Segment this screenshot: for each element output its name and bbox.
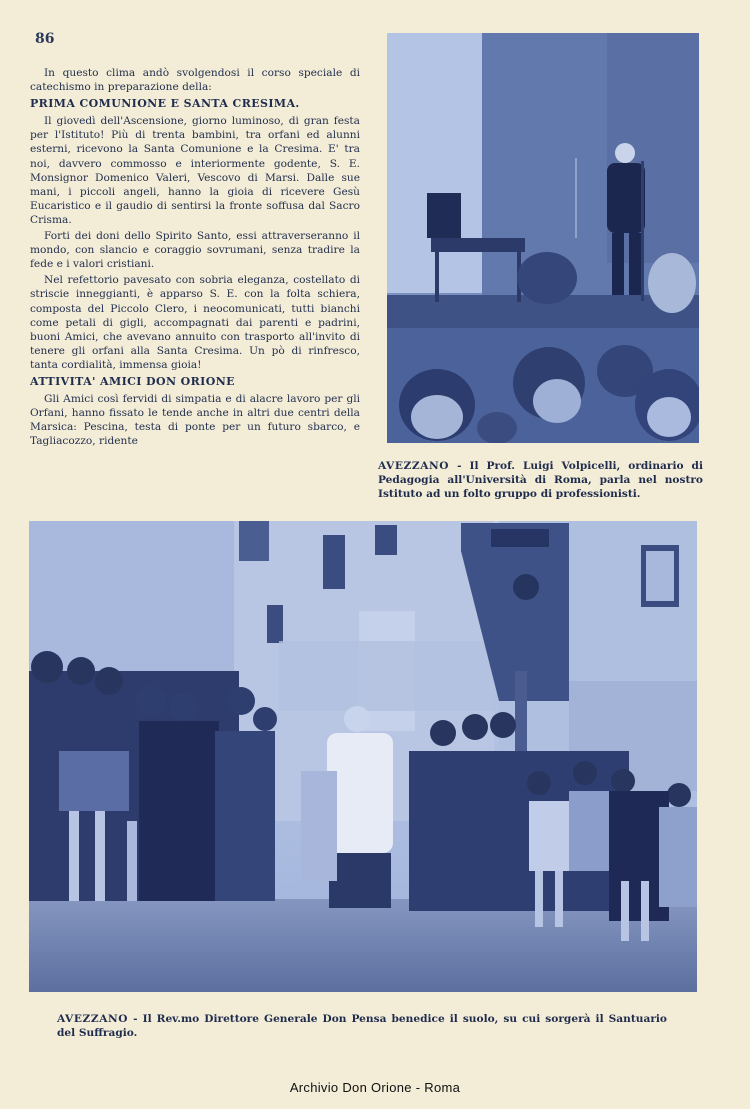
speaker-photo-image <box>387 33 699 443</box>
article-paragraph: Forti dei doni dello Spirito Santo, essi attraverseranno il mondo, con slancio e coraggio sovrumani, senza tradire la fede e i valori cristiani. <box>30 230 360 271</box>
section-heading-amici-don-orione: ATTIVITA' AMICI DON ORIONE <box>30 374 235 388</box>
caption-place: AVEZZANO <box>378 460 450 472</box>
article-paragraph: Gli Amici così fervidi di simpatia e di alacre lavoro per gli Orfani, hanno fissato le tende anche in altri due centri della Marsica: Pescina, testa di ponte per un futuro sbarco, e Tagliacozzo, ridente <box>30 393 360 448</box>
article-column <box>30 66 360 450</box>
speaker-photo <box>387 33 699 443</box>
article-paragraph: Nel refettorio pavesato con sobria eleganza, costellato di striscie inneggianti, è apparso S. E. con la folta schiera, composta del Piccolo Clero, i neocomunicati, tutti bianchi come petali di gigli, accompagnati dai parenti e padrini, buoni Amici, che avevano annuito con trasporto all'invito di tenere gli orfani alla Santa Cresima. Un pò di rinfresco, tanta cordialità, immensa gioia! <box>30 274 360 371</box>
caption-text: - Il Rev.mo Direttore Generale Don Pensa benedice il suolo, su cui sorgerà il Santuario del Suffragio. <box>57 1013 667 1039</box>
caption-place: AVEZZANO <box>57 1013 129 1025</box>
blessing-ceremony-photo-image <box>29 521 697 992</box>
page-number: 86 <box>35 31 55 47</box>
archive-footer: Archivio Don Orione - Roma <box>289 1080 461 1095</box>
article-paragraph: Il giovedì dell'Ascensione, giorno luminoso, di gran festa per l'Istituto! Più di trenta bambini, tra orfani ed alunni esterni, ricevono la Santa Comunione e la Cresima. E' tra noi, davvero commosso e interiormente godente, S. E. Monsignor Domenico Valeri, Vescovo di Marsi. Dalle sue mani, i piccoli angeli, hanno la gioia di ricevere Gesù Eucaristico e il gaudio di sentirsi la fronte soffusa dal Sacro Crisma. <box>30 115 360 226</box>
section-heading-first-communion: PRIMA COMUNIONE E SANTA CRESIMA. <box>30 97 300 111</box>
speaker-photo-caption <box>378 459 703 501</box>
article-intro: In questo clima andò svolgendosi il corso speciale di catechismo in preparazione della: <box>30 67 360 94</box>
blessing-photo-caption <box>57 1012 667 1040</box>
blessing-ceremony-photo <box>29 521 697 992</box>
caption-text: - Il Prof. Luigi Volpicelli, ordinario di Pedagogia all'Università di Roma, parla nel nostro Istituto ad un folto gruppo di professionisti. <box>378 460 703 500</box>
